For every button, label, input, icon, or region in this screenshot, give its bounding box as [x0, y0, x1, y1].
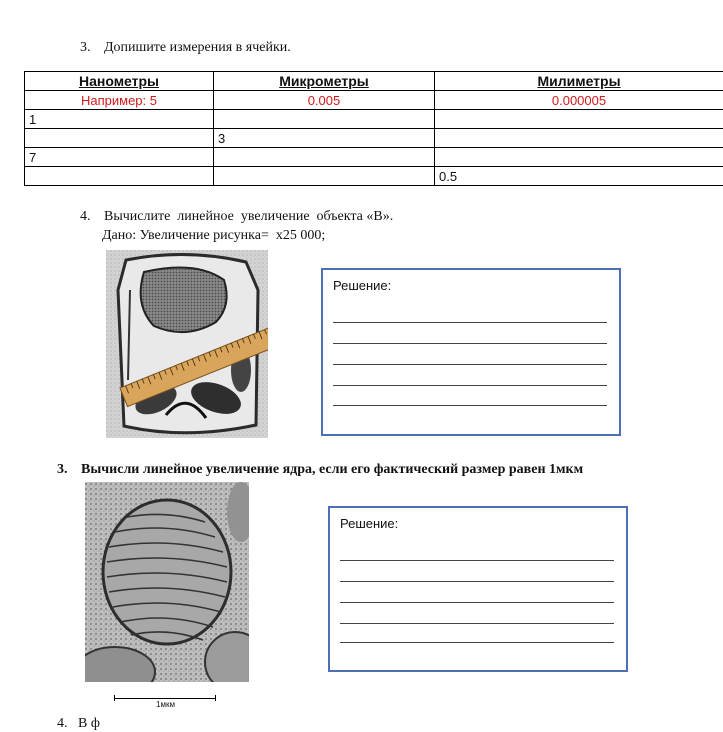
task4-text: Вычислите линейное увеличение объекта «В». — [104, 209, 393, 224]
table-example-row — [25, 91, 723, 110]
measurements-table — [24, 71, 723, 186]
answer-line[interactable] — [340, 560, 614, 561]
example-um: 0.005 — [214, 91, 435, 110]
table-header-row — [25, 72, 723, 91]
table-cell[interactable] — [25, 167, 214, 186]
table-cell[interactable] — [214, 110, 435, 129]
scale-bar-label: 1мкм — [156, 700, 175, 709]
table-cell[interactable]: 1 — [25, 110, 214, 129]
table-row — [25, 148, 723, 167]
solution-box-1[interactable] — [321, 268, 621, 436]
answer-line[interactable] — [333, 405, 607, 406]
cell-micrograph-image — [106, 250, 268, 438]
solution-label: Решение: — [340, 516, 398, 531]
task3b-text: Вычисли линейное увеличение ядра, если его фактический размер равен 1мкм — [81, 462, 583, 477]
table-cell[interactable] — [214, 148, 435, 167]
table-row — [25, 129, 723, 148]
table-cell[interactable] — [25, 129, 214, 148]
example-mm: 0.000005 — [435, 91, 723, 110]
table-cell[interactable]: 7 — [25, 148, 214, 167]
footer-fragment: 4. В ф — [57, 716, 100, 732]
solution-box-2[interactable] — [328, 506, 628, 672]
header-nanometers: Нанометры — [25, 72, 214, 91]
task3b-heading — [57, 462, 583, 478]
header-micrometers: Микрометры — [214, 72, 435, 91]
task3-text: Допишите измерения в ячейки. — [104, 40, 291, 55]
task4-heading — [80, 209, 393, 225]
answer-line[interactable] — [340, 623, 614, 624]
answer-line[interactable] — [333, 322, 607, 323]
table-cell[interactable]: 0.5 — [435, 167, 723, 186]
table-row — [25, 110, 723, 129]
table-cell[interactable] — [214, 167, 435, 186]
mitochondrion-micrograph-image — [85, 482, 249, 682]
answer-line[interactable] — [340, 602, 614, 603]
task3-heading — [80, 40, 291, 56]
task4-given: Дано: Увеличение рисунка= х25 000; — [102, 228, 325, 244]
header-millimeters: Милиметры — [435, 72, 723, 91]
table-cell[interactable] — [435, 148, 723, 167]
answer-line[interactable] — [333, 343, 607, 344]
table-cell[interactable] — [435, 129, 723, 148]
answer-line[interactable] — [340, 581, 614, 582]
table-row — [25, 167, 723, 186]
answer-line[interactable] — [340, 642, 614, 643]
answer-line[interactable] — [333, 385, 607, 386]
answer-line[interactable] — [333, 364, 607, 365]
solution-label: Решение: — [333, 278, 391, 293]
example-nm: Например: 5 — [25, 91, 214, 110]
task3-number: 3. — [80, 40, 91, 55]
table-cell[interactable] — [435, 110, 723, 129]
task4-number: 4. — [80, 209, 91, 224]
table-cell[interactable]: 3 — [214, 129, 435, 148]
task3b-number: 3. — [57, 462, 68, 477]
